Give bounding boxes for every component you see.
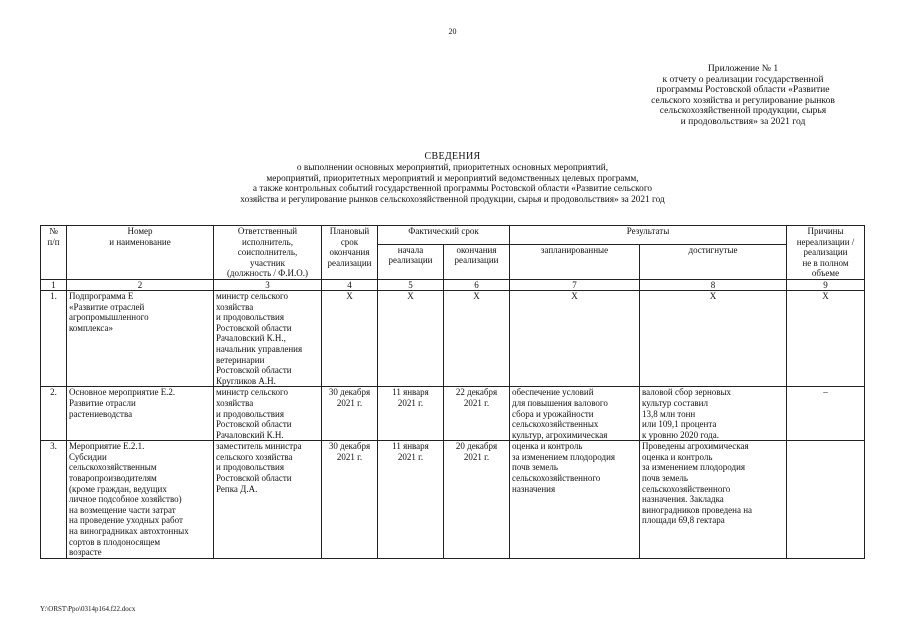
header-name: Номер и наименование: [67, 226, 214, 280]
appendix-line: Приложение № 1: [707, 63, 779, 74]
subtitle-line: мероприятий, приоритетных мероприятий и мероприятий ведомственных целевых программ,: [266, 173, 639, 184]
column-number: 7: [510, 279, 640, 290]
cell-num: 1.: [41, 290, 67, 386]
header-results: Результаты: [510, 226, 787, 245]
table-header-row: [41, 226, 865, 245]
footer-file-path: Y:\ORST\Ppo\0314p164.f22.docx: [40, 605, 136, 613]
subtitle-line: хозяйства и регулирование рынков сельскохозяйственной продукции, сырья и продовольствия» за 2021 год: [240, 194, 665, 205]
column-number-row: [41, 279, 865, 290]
page-number: 20: [448, 27, 457, 36]
cell-result-achieved: Проведены агрохимическая оценка и контроль за изменением плодородия почв земель сельскохозяйственного назначения. Закладка виноградников проведена на площади 69,8 гектара: [640, 441, 787, 559]
cell-name: Основное мероприятие Е.2. Развитие отрасли растениеводства: [67, 387, 214, 441]
cell-reason: [787, 441, 865, 559]
column-number: 4: [322, 279, 378, 290]
appendix-header: [578, 64, 905, 127]
cell-end: Х: [444, 290, 510, 386]
cell-result-achieved: Х: [640, 290, 787, 386]
cell-result-planned: Х: [510, 290, 640, 386]
header-results-achieved: достигнутые: [640, 244, 787, 279]
cell-result-achieved: валовой сбор зерновых культур составил 13,8 млн тонн или 109,1 процента к уровню 2020 года.: [640, 387, 787, 441]
report-table: [40, 225, 865, 559]
cell-reason: –: [787, 387, 865, 441]
cell-reason: Х: [787, 290, 865, 386]
column-number: 2: [67, 279, 214, 290]
cell-result-planned: обеспечение условий для повышения валового сбора и урожайности сельскохозяйственных культур, агрохимическая: [510, 387, 640, 441]
header-num: № п/п: [41, 226, 67, 280]
header-actual: Фактический срок: [378, 226, 510, 245]
subtitle-line: о выполнении основных мероприятий, приоритетных основных мероприятий,: [296, 163, 609, 173]
cell-name: Мероприятие Е.2.1. Субсидии сельскохозяйственным товаропроизводителям (кроме граждан, ведущих личное подсобное хозяйство) на возмещение части затрат на проведение уходных работ на виноградниках автохтонных сортов в плодоносящем возрасте: [67, 441, 214, 559]
cell-end: 22 декабря 2021 г.: [444, 387, 510, 441]
appendix-line: сельского хозяйства и регулирование рынков: [651, 94, 835, 106]
table-row: [41, 387, 865, 441]
column-number: 6: [444, 279, 510, 290]
appendix-line: к отчету о реализации государственной: [662, 73, 824, 85]
cell-responsible: министр сельского хозяйства и продовольствия Ростовской области Рачаловский К.Н., начальник управления ветеринарии Ростовской области Кругликов А.Н.: [214, 290, 322, 386]
subtitle-line: а также контрольных событий государственной программы Ростовской области «Развитие сельского: [252, 184, 653, 195]
header-responsible: Ответственный исполнитель, соисполнитель, участник (должность / Ф.И.О.): [214, 226, 322, 280]
appendix-line: и продовольствия» за 2021 год: [680, 115, 806, 127]
header-planned: Плановый срок окончания реализации: [322, 226, 378, 280]
cell-result-planned: оценка и контроль за изменением плодородия почв земель сельскохозяйственного назначения: [510, 441, 640, 559]
cell-planned: 30 декабря 2021 г.: [322, 387, 378, 441]
column-number: 5: [378, 279, 444, 290]
cell-planned: 30 декабря 2021 г.: [322, 441, 378, 559]
column-number: 3: [214, 279, 322, 290]
cell-planned: Х: [322, 290, 378, 386]
cell-responsible: министр сельского хозяйства и продовольствия Ростовской области Рачаловский К.Н.: [214, 387, 322, 441]
header-actual-end: окончания реализации: [444, 244, 510, 279]
cell-num: 3.: [41, 441, 67, 559]
column-number: 1: [41, 279, 67, 290]
cell-start: Х: [378, 290, 444, 386]
column-number: 8: [640, 279, 787, 290]
cell-start: 11 января 2021 г.: [378, 441, 444, 559]
header-reasons: Причины нереализации / реализации не в полном объеме: [787, 226, 865, 280]
cell-start: 11 января 2021 г.: [378, 387, 444, 441]
table-row: [41, 290, 865, 386]
document-subtitle: [0, 163, 905, 205]
cell-responsible: заместитель министра сельского хозяйства и продовольствия Ростовской области Репка Д.А.: [214, 441, 322, 559]
table-row: [41, 441, 865, 559]
document-title: СВЕДЕНИЯ: [424, 151, 481, 162]
appendix-line: программы Ростовской области «Развитие: [656, 84, 830, 95]
cell-num: 2.: [41, 387, 67, 441]
cell-end: 20 декабря 2021 г.: [444, 441, 510, 559]
header-results-planned: запланированные: [510, 244, 640, 279]
appendix-line: сельскохозяйственной продукции, сырья: [659, 105, 827, 116]
header-actual-start: начала реализации: [378, 244, 444, 279]
cell-name: Подпрограмма Е «Развитие отраслей агропромышленного комплекса»: [67, 290, 214, 386]
column-number: 9: [787, 279, 865, 290]
